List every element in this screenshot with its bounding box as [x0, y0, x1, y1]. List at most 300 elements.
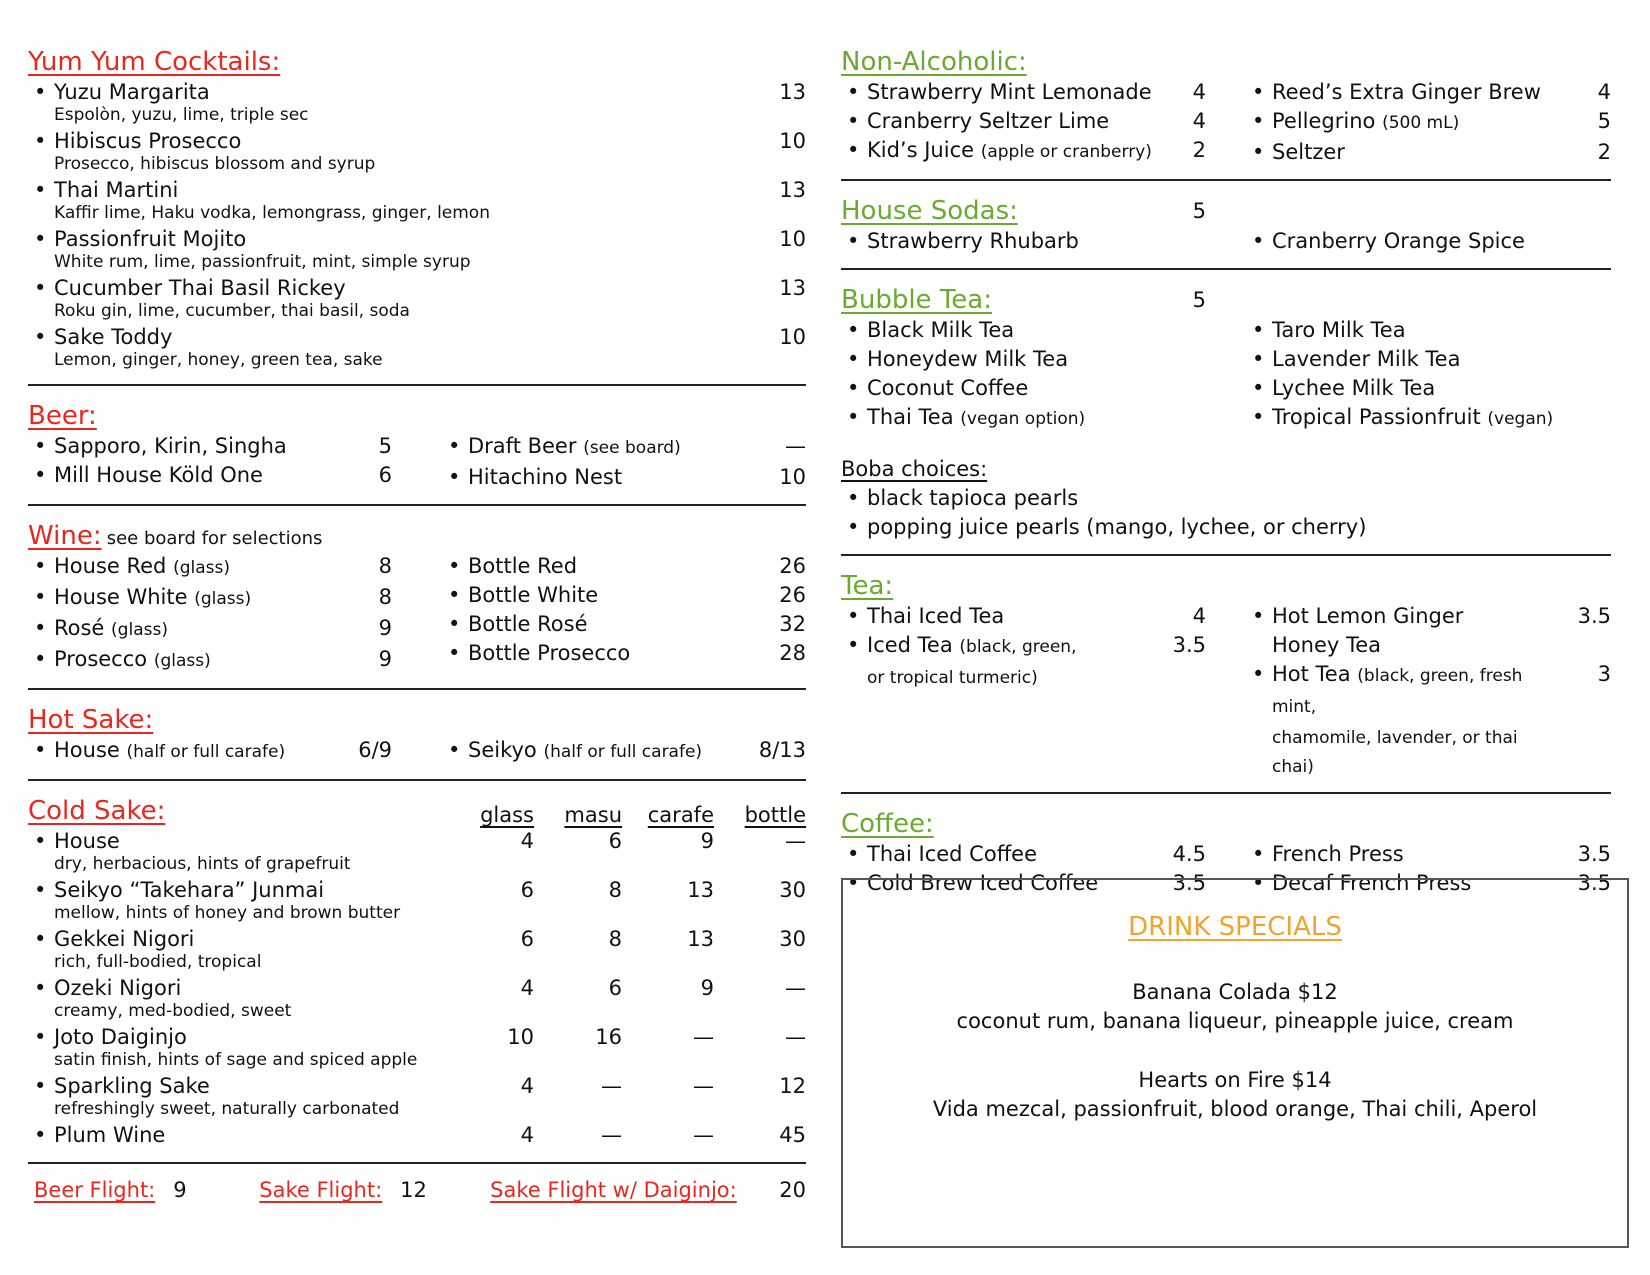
item-name: Bottle Prosecco: [468, 641, 631, 665]
list-item: [841, 136, 1206, 167]
wine-left-list: [28, 552, 432, 676]
price-masu: 6: [608, 976, 622, 1000]
item-name: Sapporo, Kirin, Singha: [54, 434, 287, 458]
price-masu: —: [601, 1074, 622, 1098]
item-name: Taro Milk Tea: [1272, 318, 1406, 342]
bullet-icon: •: [448, 554, 461, 578]
item-name: Draft Beer: [468, 434, 577, 458]
bullet-icon: •: [448, 612, 461, 636]
column-header-masu: masu: [564, 803, 622, 827]
boba-choices-heading: Boba choices:: [841, 457, 988, 481]
bullet-icon: •: [34, 1123, 47, 1147]
item-price: 4: [1597, 80, 1611, 104]
item-name: Hitachino Nest: [468, 465, 623, 489]
bubble-tea-heading: Bubble Tea:: [841, 285, 992, 315]
item-description: White rum, lime, passionfruit, mint, simple syrup: [54, 252, 471, 272]
item-name: French Press: [1272, 842, 1404, 866]
house-sodas-section: [841, 181, 1611, 270]
list-item: [28, 127, 806, 175]
bullet-icon: •: [34, 463, 47, 487]
item-note: (glass): [111, 620, 168, 640]
table-row: [28, 1023, 806, 1071]
list-item: [1246, 660, 1611, 780]
item-name: Thai Tea: [867, 405, 954, 429]
list-item: [28, 461, 392, 490]
cocktail-list: [28, 78, 806, 371]
price-carafe: 9: [700, 976, 714, 1000]
non-alcoholic-heading: Non-Alcoholic:: [841, 47, 1027, 77]
list-item: [28, 614, 392, 645]
list-item: [442, 432, 806, 463]
right-menu-column: [841, 40, 1611, 910]
item-name: Thai Iced Tea: [867, 604, 1005, 628]
list-item: [841, 513, 1611, 542]
item-description: mellow, hints of honey and brown butter: [54, 903, 401, 923]
bullet-icon: •: [34, 738, 47, 762]
bullet-icon: •: [1252, 842, 1265, 866]
item-name: Cranberry Orange Spice: [1272, 229, 1525, 253]
price-glass: 4: [520, 1074, 534, 1098]
flights-row: [28, 1164, 806, 1202]
item-price: 3.5: [1577, 604, 1611, 628]
price-bottle: —: [785, 1025, 806, 1049]
list-item: [28, 323, 806, 371]
list-item: [442, 552, 806, 581]
item-name: Cold Brew Iced Coffee: [867, 871, 1099, 895]
price-masu: 16: [595, 1025, 622, 1049]
item-price: 5: [378, 434, 392, 458]
item-description: Lemon, ginger, honey, green tea, sake: [54, 350, 383, 370]
bullet-icon: •: [1252, 109, 1265, 133]
item-name: Cranberry Seltzer Lime: [867, 109, 1110, 133]
column-header-glass: glass: [480, 803, 534, 827]
non-alcoholic-section: [841, 40, 1611, 181]
bullet-icon: •: [847, 80, 860, 104]
item-price: 10: [779, 129, 806, 153]
item-note: (see board): [583, 438, 681, 458]
house-sodas-left-list: [841, 227, 1246, 256]
list-item: [841, 631, 1206, 691]
non-alcoholic-right-list: [1246, 78, 1611, 167]
column-header-carafe: carafe: [647, 803, 714, 827]
item-name: Lavender Milk Tea: [1272, 347, 1461, 371]
list-item: [28, 645, 392, 676]
item-name: House White: [54, 585, 188, 609]
price-bottle: 30: [779, 878, 806, 902]
list-item: [841, 78, 1206, 107]
bullet-icon: •: [847, 229, 860, 253]
list-item: [28, 583, 392, 614]
bullet-icon: •: [847, 633, 860, 657]
bullet-icon: •: [1252, 140, 1265, 164]
item-price: 4: [1192, 604, 1206, 628]
bullet-icon: •: [34, 829, 47, 853]
list-item: [1246, 78, 1611, 107]
list-item: [442, 736, 806, 767]
item-price: 5: [1597, 109, 1611, 133]
table-row: [28, 925, 806, 973]
list-item: [841, 484, 1611, 513]
special-name: Hearts on Fire $14: [1138, 1068, 1332, 1092]
bullet-icon: •: [1252, 80, 1265, 104]
hot-sake-section: [28, 690, 806, 781]
drink-specials-title: DRINK SPECIALS: [1128, 912, 1342, 942]
bullet-icon: •: [34, 1025, 47, 1049]
wine-section: [28, 506, 806, 690]
bullet-icon: •: [448, 738, 461, 762]
item-description: Prosecco, hibiscus blossom and syrup: [54, 154, 376, 174]
item-price: 3.5: [1577, 842, 1611, 866]
price-carafe: 13: [687, 878, 714, 902]
bullet-icon: •: [34, 178, 47, 202]
item-price: 2: [1597, 140, 1611, 164]
bullet-icon: •: [448, 434, 461, 458]
list-item: [28, 274, 806, 322]
item-name: Thai Iced Coffee: [867, 842, 1037, 866]
item-name: Plum Wine: [54, 1123, 166, 1147]
item-description: rich, full-bodied, tropical: [54, 952, 262, 972]
item-note: (vegan option): [960, 409, 1086, 429]
item-price: 13: [779, 276, 806, 300]
item-name: Cucumber Thai Basil Rickey: [54, 276, 346, 300]
price-glass: 10: [507, 1025, 534, 1049]
table-row: [28, 1121, 806, 1150]
hot-sake-right: [432, 736, 806, 767]
price-glass: 6: [520, 927, 534, 951]
bullet-icon: •: [34, 878, 47, 902]
price-carafe: —: [693, 1025, 714, 1049]
cold-sake-heading: Cold Sake:: [28, 796, 166, 826]
bullet-icon: •: [847, 486, 860, 510]
beer-flight-label: Beer Flight:: [34, 1178, 156, 1202]
item-price: 4: [1192, 109, 1206, 133]
price-glass: 4: [520, 1123, 534, 1147]
item-name: House: [54, 738, 120, 762]
item-price: 3.5: [1172, 871, 1206, 895]
wine-heading: Wine:: [28, 521, 102, 551]
item-note: (vegan): [1487, 409, 1554, 429]
coffee-heading: Coffee:: [841, 809, 934, 839]
list-item: [28, 225, 806, 273]
list-item: [1246, 316, 1611, 345]
bullet-icon: •: [34, 927, 47, 951]
item-name: Hibiscus Prosecco: [54, 129, 242, 153]
item-price: 6/9: [358, 738, 392, 762]
item-name: Bottle Red: [468, 554, 578, 578]
item-name: House Red: [54, 554, 167, 578]
item-price: —: [785, 434, 806, 458]
item-price: 10: [779, 465, 806, 489]
item-note-continued: chamomile, lavender, or thai chai): [1272, 728, 1518, 777]
item-name: black tapioca pearls: [867, 486, 1079, 510]
bullet-icon: •: [34, 585, 47, 609]
item-price: 3: [1597, 662, 1611, 686]
bullet-icon: •: [847, 376, 860, 400]
item-price: 4: [1192, 80, 1206, 104]
item-name: Hot Tea: [1272, 662, 1351, 686]
list-item: [1246, 345, 1611, 374]
item-name: Ozeki Nigori: [54, 976, 182, 1000]
item-description: Kaffir lime, Haku vodka, lemongrass, ginger, lemon: [54, 203, 490, 223]
item-name: Tropical Passionfruit: [1272, 405, 1481, 429]
wine-right-list: [432, 552, 806, 676]
list-item: [442, 610, 806, 639]
bullet-icon: •: [448, 583, 461, 607]
item-price: 26: [779, 583, 806, 607]
daiginjo-flight-price: 20: [779, 1178, 806, 1202]
table-row: [28, 827, 806, 875]
list-item: [841, 840, 1206, 869]
bullet-icon: •: [34, 976, 47, 1000]
item-name: Lychee Milk Tea: [1272, 376, 1436, 400]
list-item: [1246, 403, 1611, 434]
bullet-icon: •: [34, 647, 47, 671]
list-item: [841, 602, 1206, 631]
item-name: Gekkei Nigori: [54, 927, 195, 951]
bullet-icon: •: [1252, 376, 1265, 400]
house-sodas-heading: House Sodas:: [841, 196, 1018, 226]
list-item: [28, 736, 392, 767]
item-note: (glass): [173, 558, 230, 578]
bullet-icon: •: [1252, 229, 1265, 253]
item-name: Sake Toddy: [54, 325, 173, 349]
bullet-icon: •: [1252, 662, 1265, 686]
list-item: [442, 581, 806, 610]
tea-heading: Tea:: [841, 571, 894, 601]
cold-sake-list: [28, 827, 806, 1150]
item-name: Honeydew Milk Tea: [867, 347, 1069, 371]
item-note: (glass): [153, 651, 211, 671]
bullet-icon: •: [34, 276, 47, 300]
item-name: Yuzu Margarita: [54, 80, 210, 104]
item-description: refreshingly sweet, naturally carbonated: [54, 1099, 400, 1119]
price-glass: 4: [520, 976, 534, 1000]
list-item: [442, 639, 806, 668]
cold-sake-section: [28, 781, 806, 1164]
list-item: [1246, 602, 1611, 660]
item-description: satin finish, hints of sage and spiced apple: [54, 1050, 418, 1070]
bubble-tea-price: 5: [1192, 288, 1206, 312]
bullet-icon: •: [847, 842, 860, 866]
price-glass: 4: [520, 829, 534, 853]
list-item: [841, 316, 1206, 345]
item-note: (black, green,: [959, 637, 1077, 657]
house-sodas-right-list: [1246, 227, 1611, 256]
list-item: [28, 552, 392, 583]
bullet-icon: •: [847, 347, 860, 371]
bullet-icon: •: [34, 554, 47, 578]
item-price: 13: [779, 80, 806, 104]
daiginjo-flight-label: Sake Flight w/ Daiginjo:: [490, 1178, 737, 1202]
item-price: 8: [378, 554, 392, 578]
item-price: 13: [779, 178, 806, 202]
item-name: Bottle Rosé: [468, 612, 588, 636]
list-item: [841, 107, 1206, 136]
bullet-icon: •: [34, 1074, 47, 1098]
special-name: Banana Colada $12: [1132, 980, 1338, 1004]
item-price: 32: [779, 612, 806, 636]
hot-sake-left: [28, 736, 432, 767]
item-price: 9: [378, 647, 392, 671]
price-carafe: 13: [687, 927, 714, 951]
price-masu: —: [601, 1123, 622, 1147]
list-item: [841, 227, 1206, 256]
drink-specials-box: [841, 878, 1629, 1248]
bubble-tea-left-list: [841, 316, 1246, 434]
price-masu: 8: [608, 927, 622, 951]
bullet-icon: •: [1252, 405, 1265, 429]
price-carafe: —: [693, 1074, 714, 1098]
list-item: [841, 374, 1206, 403]
item-price: 8: [378, 585, 392, 609]
item-name: House: [54, 829, 120, 853]
list-item: [28, 432, 392, 461]
item-name: Rosé: [54, 616, 105, 640]
bullet-icon: •: [847, 871, 860, 895]
item-description: Espolòn, yuzu, lime, triple sec: [54, 105, 309, 125]
item-name: popping juice pearls (mango, lychee, or cherry): [867, 515, 1367, 539]
bullet-icon: •: [847, 604, 860, 628]
item-price: 3.5: [1577, 871, 1611, 895]
house-sodas-price: 5: [1192, 199, 1206, 223]
bullet-icon: •: [847, 138, 860, 162]
item-name: Thai Martini: [54, 178, 179, 202]
list-item: [1246, 374, 1611, 403]
item-name: Sparkling Sake: [54, 1074, 210, 1098]
beer-flight-price: 9: [173, 1178, 187, 1202]
price-masu: 6: [608, 829, 622, 853]
item-description: creamy, med-bodied, sweet: [54, 1001, 292, 1021]
list-item: [1246, 107, 1611, 138]
special-description: Vida mezcal, passionfruit, blood orange, Thai chili, Aperol: [932, 1097, 1538, 1121]
price-glass: 6: [520, 878, 534, 902]
price-bottle: 12: [779, 1074, 806, 1098]
price-bottle: —: [785, 829, 806, 853]
item-name: Bottle White: [468, 583, 599, 607]
price-bottle: 30: [779, 927, 806, 951]
price-bottle: —: [785, 976, 806, 1000]
bullet-icon: •: [448, 641, 461, 665]
item-name: Coconut Coffee: [867, 376, 1029, 400]
beer-right-list: [432, 432, 806, 492]
item-note: (half or full carafe): [543, 742, 703, 762]
item-price: 26: [779, 554, 806, 578]
beer-heading: Beer:: [28, 401, 97, 431]
item-price: 6: [378, 463, 392, 487]
item-price: 28: [779, 641, 806, 665]
item-price: 10: [779, 325, 806, 349]
beer-left-list: [28, 432, 432, 492]
special-item: [843, 1066, 1627, 1124]
bullet-icon: •: [1252, 604, 1265, 628]
list-item: [841, 403, 1206, 434]
list-item: [28, 176, 806, 224]
item-note: (glass): [194, 589, 252, 609]
hot-sake-heading: Hot Sake:: [28, 705, 154, 735]
bullet-icon: •: [34, 80, 47, 104]
item-description: Roku gin, lime, cucumber, thai basil, soda: [54, 301, 410, 321]
item-note-continued: or tropical turmeric): [867, 668, 1038, 688]
list-item: [28, 78, 806, 126]
item-name: Pellegrino: [1272, 109, 1376, 133]
cold-sake-column-headers: [464, 803, 806, 827]
bullet-icon: •: [1252, 318, 1265, 342]
beer-section: [28, 386, 806, 506]
item-price: 9: [378, 616, 392, 640]
list-item: [1246, 227, 1611, 256]
bullet-icon: •: [847, 109, 860, 133]
list-item: [442, 463, 806, 492]
item-name: Seikyo “Takehara” Junmai: [54, 878, 325, 902]
bullet-icon: •: [34, 434, 47, 458]
item-name: Strawberry Rhubarb: [867, 229, 1079, 253]
table-row: [28, 876, 806, 924]
sake-flight-price: 12: [400, 1178, 427, 1202]
price-carafe: 9: [700, 829, 714, 853]
item-name: Prosecco: [54, 647, 148, 671]
item-name: Hot Lemon Ginger Honey Tea: [1272, 604, 1464, 657]
item-name: Reed’s Extra Ginger Brew: [1272, 80, 1541, 104]
item-price: 8/13: [758, 738, 806, 762]
item-name: Mill House Köld One: [54, 463, 263, 487]
item-price: 2: [1192, 138, 1206, 162]
cocktails-heading: Yum Yum Cocktails:: [28, 47, 281, 77]
tea-right-list: [1246, 602, 1611, 780]
price-bottle: 45: [779, 1123, 806, 1147]
list-item: [1246, 138, 1611, 167]
bullet-icon: •: [847, 405, 860, 429]
item-name: Black Milk Tea: [867, 318, 1015, 342]
bullet-icon: •: [34, 227, 47, 251]
price-masu: 8: [608, 878, 622, 902]
item-name: Passionfruit Mojito: [54, 227, 247, 251]
bullet-icon: •: [34, 325, 47, 349]
item-description: dry, herbacious, hints of grapefruit: [54, 854, 351, 874]
table-row: [28, 1072, 806, 1120]
item-name: Decaf French Press: [1272, 871, 1472, 895]
bullet-icon: •: [34, 616, 47, 640]
boba-list: [841, 484, 1611, 542]
bubble-tea-section: [841, 270, 1611, 556]
cocktails-section: [28, 40, 806, 386]
bullet-icon: •: [448, 465, 461, 489]
list-item: [841, 345, 1206, 374]
item-name: Seikyo: [468, 738, 537, 762]
bullet-icon: •: [847, 515, 860, 539]
tea-left-list: [841, 602, 1246, 780]
wine-note: see board for selections: [106, 528, 323, 549]
item-price: 3.5: [1172, 633, 1206, 657]
item-note: (black, green, fresh mint,: [1272, 666, 1523, 717]
special-description: coconut rum, banana liqueur, pineapple juice, cream: [956, 1009, 1514, 1033]
bubble-tea-right-list: [1246, 316, 1611, 434]
bullet-icon: •: [1252, 347, 1265, 371]
item-name: Iced Tea: [867, 633, 953, 657]
sake-flight-label: Sake Flight:: [259, 1178, 383, 1202]
bullet-icon: •: [1252, 871, 1265, 895]
item-name: Seltzer: [1272, 140, 1345, 164]
item-name: Joto Daiginjo: [54, 1025, 187, 1049]
item-name: Strawberry Mint Lemonade: [867, 80, 1152, 104]
non-alcoholic-left-list: [841, 78, 1246, 167]
item-price: 4.5: [1172, 842, 1206, 866]
special-item: [843, 978, 1627, 1036]
item-note: (500 mL): [1382, 113, 1460, 133]
table-row: [28, 974, 806, 1022]
column-header-bottle: bottle: [744, 803, 806, 827]
bullet-icon: •: [34, 129, 47, 153]
tea-section: [841, 556, 1611, 794]
